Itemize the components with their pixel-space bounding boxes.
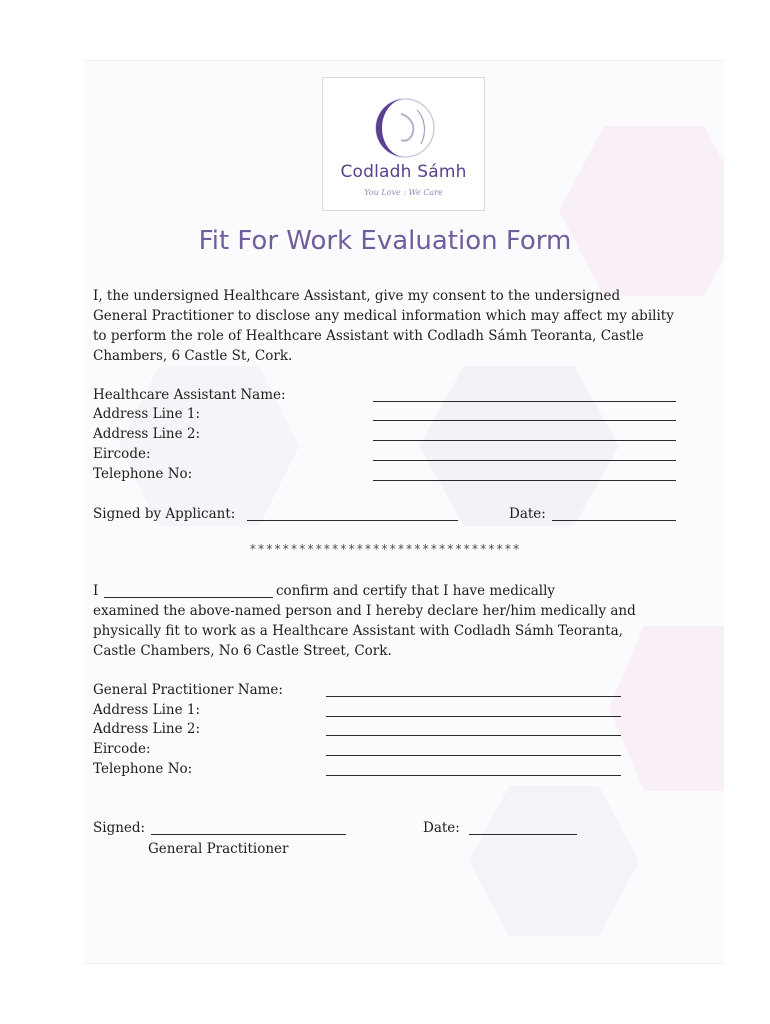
gp-eircode-field[interactable]: [326, 755, 621, 756]
applicant-telephone-label: Telephone No:: [93, 466, 193, 482]
moon-hand-logo-icon: [371, 96, 439, 160]
gp-name-label: General Practitioner Name:: [93, 682, 283, 698]
applicant-signed-label: Signed by Applicant:: [93, 506, 236, 522]
consent-line: to perform the role of Healthcare Assistant with Codladh Sámh Teoranta, Castle: [93, 328, 644, 344]
hexagon-watermark-icon: [464, 781, 644, 941]
separator-asterisks: *********************************: [249, 542, 521, 556]
consent-line: Chambers, 6 Castle St, Cork.: [93, 348, 293, 364]
applicant-eircode-field[interactable]: [373, 460, 676, 461]
applicant-date-label: Date:: [509, 506, 546, 522]
gp-declaration-line1: confirm and certify that I have medically: [276, 583, 556, 599]
applicant-name-label: Healthcare Assistant Name:: [93, 387, 286, 403]
gp-signed-label: Signed:: [93, 820, 146, 836]
gp-declaration-paragraph: [93, 601, 703, 661]
consent-line: General Practitioner to disclose any medical information which may affect my ability: [93, 308, 674, 324]
hexagon-watermark-icon: [554, 121, 724, 301]
gp-address2-field[interactable]: [326, 735, 621, 736]
applicant-eircode-label: Eircode:: [93, 446, 151, 462]
gp-telephone-label: Telephone No:: [93, 761, 193, 777]
applicant-date-field[interactable]: [552, 520, 676, 521]
gp-declaration-line: Castle Chambers, No 6 Castle Street, Cork.: [93, 643, 392, 659]
applicant-signature-field[interactable]: [247, 520, 458, 521]
gp-address1-label: Address Line 1:: [93, 702, 201, 718]
gp-role-label: General Practitioner: [148, 841, 289, 857]
form-title: Fit For Work Evaluation Form: [198, 226, 572, 256]
gp-eircode-label: Eircode:: [93, 741, 151, 757]
gp-declaration-line: examined the above-named person and I hereby declare her/him medically and: [93, 603, 636, 619]
logo-name: Codladh Sámh: [340, 162, 467, 182]
applicant-address2-label: Address Line 2:: [93, 426, 201, 442]
gp-telephone-field[interactable]: [326, 775, 621, 776]
gp-declaration-prefix: I: [93, 583, 99, 599]
gp-signature-field[interactable]: [151, 834, 346, 835]
gp-address1-field[interactable]: [326, 716, 621, 717]
applicant-address1-label: Address Line 1:: [93, 406, 201, 422]
gp-declaration-line: physically fit to work as a Healthcare Assistant with Codladh Sámh Teoranta,: [93, 623, 623, 639]
consent-line: I, the undersigned Healthcare Assistant, give my consent to the undersigned: [93, 288, 621, 304]
applicant-address1-field[interactable]: [373, 420, 676, 421]
gp-declaration-name-field[interactable]: [104, 597, 273, 598]
applicant-name-field[interactable]: [373, 401, 676, 402]
consent-paragraph: [93, 286, 703, 366]
gp-date-field[interactable]: [469, 834, 577, 835]
applicant-address2-field[interactable]: [373, 440, 676, 441]
logo-tagline: You Love : We Care: [364, 188, 443, 197]
gp-date-label: Date:: [423, 820, 460, 836]
applicant-telephone-field[interactable]: [373, 480, 676, 481]
gp-name-field[interactable]: [326, 696, 621, 697]
logo-card: [322, 77, 485, 211]
gp-address2-label: Address Line 2:: [93, 721, 201, 737]
